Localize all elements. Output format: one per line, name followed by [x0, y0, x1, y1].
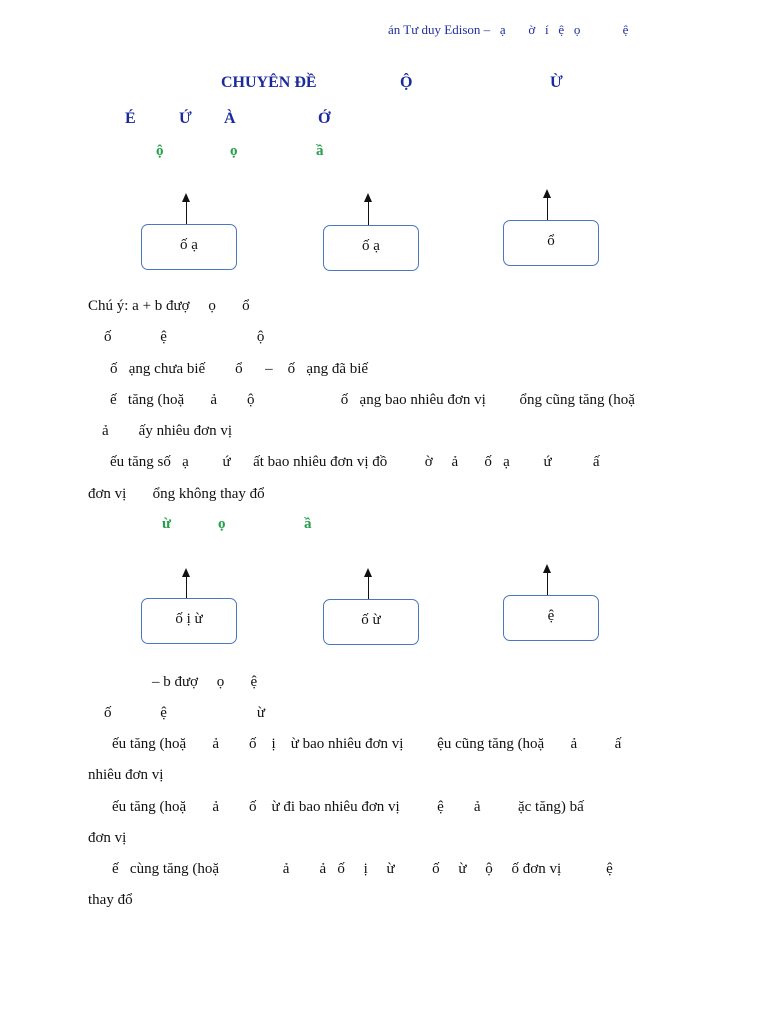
page-header: án Tư duy Edison – ạ ờ í ệ ọ ệ	[388, 22, 629, 37]
note-line: ếu tăng (hoặ ả ố ừ đi bao nhiêu đơn vị ệ ả ặc tăng) bấ	[112, 799, 584, 815]
difference-box: ệ	[503, 595, 599, 641]
arrow-stem	[186, 201, 187, 224]
addition-subtitle: ọ	[230, 143, 238, 159]
note-line: ố ạng chưa biế ổ – ố ạng đã biế	[110, 361, 369, 377]
addend-box: ố ạ	[323, 225, 419, 271]
addition-subtitle: ầ	[316, 143, 324, 159]
arrow-stem	[368, 576, 369, 599]
chapter-title-part: Ừ	[550, 74, 563, 91]
subtrahend-box: ố ừ	[323, 599, 419, 645]
section-heading-part: Ứ	[179, 110, 192, 127]
note-line: ố ệ ộ	[104, 329, 265, 345]
arrow-stem	[547, 197, 548, 220]
note-line: nhiêu đơn vị	[88, 767, 164, 783]
subtraction-subtitle: ọ	[218, 516, 226, 532]
note-line: ố ệ ừ	[104, 705, 266, 721]
note-line: ế cùng tăng (hoặ ả ả ố ị ừ ố ừ ộ ố đơn vị ệ	[112, 861, 613, 877]
note-line: đơn vị	[88, 830, 127, 846]
subtraction-subtitle: ầ	[304, 516, 312, 532]
addition-subtitle: ộ	[156, 143, 164, 159]
note-line: ếu tăng (hoặ ả ố ị ừ bao nhiêu đơn vị ệu cũng tăng (hoặ ả ấ	[112, 736, 622, 752]
chapter-title-part: Ộ	[400, 74, 413, 91]
note-line: ếu tăng số ạ ứ ất bao nhiêu đơn vị đồ ờ ả ố ạ ứ ấ	[110, 454, 600, 470]
note-line: ế tăng (hoặ ả ộ ố ạng bao nhiêu đơn vị ổng cũng tăng (hoặ	[110, 392, 635, 408]
section-heading-part: Ớ	[318, 110, 331, 127]
arrow-stem	[368, 201, 369, 225]
chapter-title: CHUYÊN ĐỀ	[221, 74, 317, 91]
note-line: ả ấy nhiêu đơn vị	[102, 423, 232, 439]
note-line: thay đổ	[88, 892, 133, 908]
section-heading-part: É	[125, 110, 136, 127]
section-heading-part: À	[224, 110, 236, 127]
note-line: Chú ý: a + b đượ ọ ổ	[88, 298, 250, 314]
arrow-stem	[547, 572, 548, 595]
minuend-box: ố ị ừ	[141, 598, 237, 644]
note-line: đơn vị ổng không thay đổ	[88, 486, 265, 502]
subtraction-subtitle: ừ	[162, 516, 172, 532]
addend-box: ố ạ	[141, 224, 237, 270]
note-line: – b đượ ọ ệ	[152, 674, 258, 690]
arrow-stem	[186, 576, 187, 598]
sum-box: ổ	[503, 220, 599, 266]
